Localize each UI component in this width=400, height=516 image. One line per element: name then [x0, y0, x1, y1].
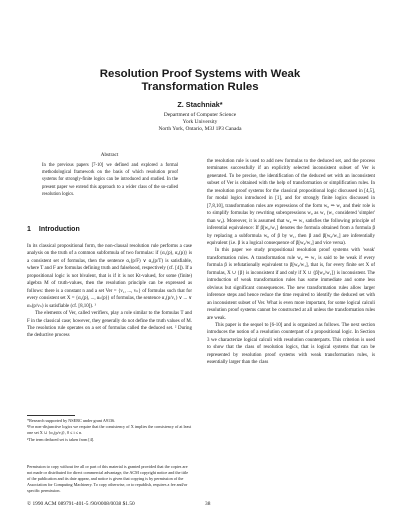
affiliation-line: York University: [182, 119, 218, 125]
author-affiliation: [90, 112, 310, 133]
right-column-body: [207, 158, 375, 367]
footnote: ²The term deduced set is taken from [4].: [27, 436, 95, 442]
affiliation-line: North York, Ontario, M3J 1P3 Canada: [158, 126, 242, 132]
body-paragraph: The elements of Ver, called verifiers, play a role similar to the formulas T and F in the classical case; however, they generally do not define the truth values of M. The resolution rule operates on a set of formulas called the deduced set. ² During the deductive process: [27, 311, 192, 339]
footnotes: [27, 418, 192, 443]
section-number: 1: [27, 226, 31, 233]
permission-notice: Permission to copy without fee all or part of this material is granted provided that the copies are not made or distributed for direct commercial advantage, the ACM copyright notice and the title of the publication and its date appear, and notice is given that copying is by permission of the Association for Computing Machinery. To copy otherwise, or to republish, requires a fee and/or specific permission.: [27, 464, 189, 493]
section-heading: [27, 226, 80, 233]
left-column-body: [27, 243, 192, 340]
footnote-divider: [27, 415, 75, 416]
paper-title: Resolution Proof Systems with Weak Transformation Rules: [99, 68, 301, 93]
body-paragraph: This paper is the sequel to [6-10] and is organized as follows. The next section introduces the notion of a resolution counterpart of a propositional logic. In Section 3 we characterize logical calculi with resolution counterparts. This criterion is used to show that the class of resolution logics, that is logical systems that can be represented by resolution proof systems with weak transformation rules, is essentially larger than the class: [207, 322, 375, 366]
footnote: *Research supported by NSERC under grant A9136.: [27, 418, 116, 423]
body-paragraph: the resolution rule is used to add new formulas to the deduced set, and the process terminates successfully if an explicitly selected inconsistent subset of Ver is generated. To be precise, the identification of the deduced set with an inconsistent subset of Ver is obtained with the help of transformation or simplification rules. In the resolution proof systems for the classical propositional logic discussed in [4,5], for modal logics introduced in [1], and for strongly finite logics discussed in [7,8,10], transformation rules are expressions of the form w₀ ⇒ w₁ and their role is to simplify formulas by rewriting subexpressions w₀ as w₁ (w₁ considered 'simpler' than w₀). Moreover, it is assumed that w₀ ⇒ w₁ satisfies the following principle of inferential equivalence: If β[w₀/w₁] denotes the formula obtained from a formula β by replacing a subformula w₀ of β by w₁, then β and β[w₀/w₁] are inferentially equivalent (i.e. β is a logical consequence of β[w₀/w₁] and vice versa).: [207, 159, 375, 246]
section-title: Introduction: [38, 226, 80, 233]
abstract-heading: Abstract: [100, 152, 119, 158]
author-name: Z. Stachniak*: [177, 100, 223, 109]
abstract-text: In the previous papers [7-10] we defined and explored a formal methodological framework on the basis of which resolution proof systems for strongly-finite logics can be introduced and studied. In the present paper we extend this approach to a wider class of the so-called resolution logics.: [42, 163, 178, 197]
copyright-line: © 1990 ACM 089791-401-5 /90/0008/0038 $1.50: [27, 501, 135, 507]
body-paragraph: In its classical propositional form, the non-clausal resolution rule performs a case analysis on the truth of a common subformula of two formulas: if {α₁(p), α₂(p)} is a consistent set of formulas, then the sentence α₁(p/F) ∨ α₂(p/T) is satisfiable, where T and F are formulas defining truth and falsehood, respectively (cf. [4]). If a propositional logic is not bivalent, that is if it is not Kt-valued, for some (finite) algebra M of truth-values, then the resolution principle can be expressed as follows: there is a constant n and a set Ver = {v₁, ..., vₙ} of formulas such that for every consistent set X = {α₁(p), ..., αₙ(p)} of formulas, the sentence α₁(p/v₁) ∨ ... ∨ αₙ(p/vₙ) is satisfiable (cf. [8,10]). ¹: [27, 244, 193, 309]
page-number: 38: [205, 501, 211, 507]
footnote: ¹For non-disjunctive logics we require that the consistency of X implies the consistency of at least one set X ∪ {α₁(p/vᵢ)}, 0 ≤ i ≤ n.: [27, 424, 192, 436]
affiliation-line: Department of Computer Science: [163, 112, 237, 118]
body-paragraph: In this paper we study propositional resolution proof systems with 'weak' transformation rules. A transformation rule w₀ ⇒ w₁ is said to be weak if every formula β is refutationally equivalent to β[w₀/w₁], that is, for every finite set X of formulas, X ∪ {β} is inconsistent if and only if X ∪ {β[w₀/w₁]} is inconsistent. The introduction of weak transformation rules has some immediate and some less obvious but significant consequences. The new transformation rules allow larger inference steps and hence reduce the time required to identify the deduced set with an inconsistent subset of Ver. What is even more important, for some logical calculi resolution proof systems cannot be constructed at all unless the transformation rules are weak.: [207, 248, 375, 321]
